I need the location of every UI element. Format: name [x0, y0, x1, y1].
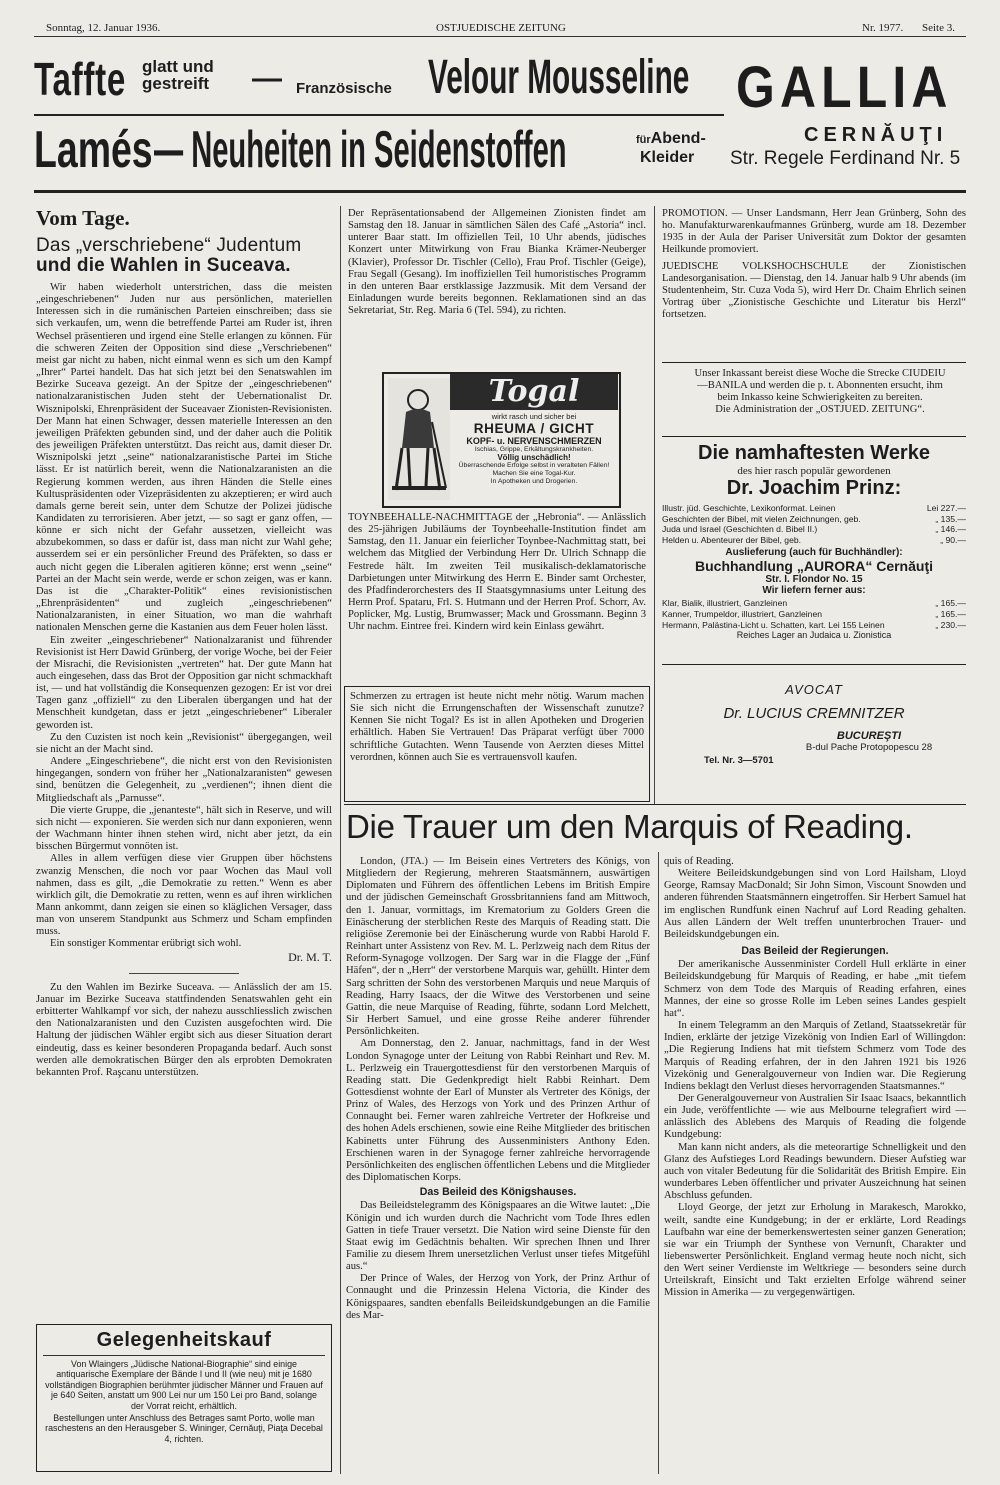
ad-fuer: für — [636, 134, 651, 146]
col3-divider-2 — [662, 436, 966, 437]
header-paper-name: OSTJUEDISCHE ZEITUNG — [436, 22, 566, 34]
togal-line5: Völlig unschädlich! — [497, 453, 571, 462]
togal-line4: Ischias, Grippe, Erkältungskrankheiten. — [474, 446, 594, 453]
togal-advertisement — [382, 372, 621, 508]
header-issue: Nr. 1977. — [862, 22, 904, 34]
togal-brand: Togal — [450, 374, 618, 410]
article-paragraph: Wir haben wiederholt unterstrichen, dass die meisten „eingeschriebenen“ Juden nur aus persönlichen, materiellen Interessen sich in die rumänischen Parteien einschreiben; dass sie sich verkaufen, um, wenn die betreffende Partei am Ruder ist, ihren Wechsel präsentieren und irgend eine Stelle erlangen zu können. Für die schweren Zeiten der Opposition sind diese „Verschriebenen“ meist gar nicht zu haben, nicht einmal wenn es sich um den Kampf „Ihrer“ Partei handelt. Das hat sich jetzt bei den Senatswahlen im Bezirke Suceava gezeigt. An der Spitze der „eingeschriebenen“ nationalzaranistischen Juden steht der Uebernationalist Dr. Wisznipolski, Ehrenpräsident der Suceavaer Zionisten-Revisionisten. Der Mann hat einen Schwager, dessen materielle Interessen an den jeweiligen Präfekten gebunden sind, und der daher auch die Politik des jeweiligen Präfekten unterstützt. Das reicht aus, damit dieser Dr. Wisznipolski jetzt „seine“ nationalzaranistische Partei im Stiche lässt. Er ist natürlich bereit, wenn die Nationalzaranisten an die Regierung kommen werden, aus ihren Händen die Stelle eines Kultuspräsidenten oder Vizepräsidenten zu akzeptieren; er wird auch damals gerne bereit sein, unter dem Schutze der Polizei jüdische Kandidaten zu terrorisieren. Aber jetzt, — so sagt er ganz offen, — könne er sich nicht der Gefahr aussetzen, vielleicht was abzubekommen, so dass er dafür ist, dass man nicht zur Wahl gehe; ausserdem sei er ein persönlicher Freund des Präfekten, so dass er auch nicht gegen die Liberalen agitieren könne; erst wenn „seine“ Partei an der Macht sein werde, werde er schon zeigen, was er kann. Das ist die „Charakter-Politik“ eines revisionistischen „Ehrenpräsidenten“ und zugleich „eingeschriebenen“ Nationalzaranisten, in einer Situation, wo man die wahrhaft nationalen Menschen gerne die Kastanien aus dem Feuer holen lässt. — [36, 282, 332, 634]
trauer-paragraph: London, (JTA.) — Im Beisein eines Vertreters des Königs, von Mitgliedern der Regierung, mehreren Staatsmännern, auswärtigen Diplomaten und Führern des öffentlichen Lebens im British Empire und der jüdischen Gemeinschaft Grossbritanniens fand am Mittwoch, den 1. Januar, vormittags, im Krematorium zu Golders Green die Einäscherung der sterblichen Reste des Marquis of Reading statt. Die religiöse Zeremonie bei der Einäscherung wurde von Rabbi Harold F. Reinhart unter Assistenz von Rev. M. L. Perlzweig nach dem Ritus der Reform-Synagoge vollzogen. Der Sarg war in die Flagge der „Fünf Häfen“, der n „Herr“ der verstorbene Marquis war, gehüllt. Hinter dem Sarg schritten der Sohn des verstorbenen Marquis und neue Marquis of Reading, Harry Isaacs, der die Witwe des Verstorbenen und seine Gattin, die neue Marquise of Reading, führte, sodann Lord Melchett, Sir Herbert Samuel, und eine grosse Reihe anderer führender Persönlichkeiten. — [346, 856, 650, 1038]
lawyer-phone: Tel. Nr. 3—5701 — [704, 755, 774, 766]
book-list — [662, 503, 966, 545]
book-price: „ 90.— — [940, 534, 966, 545]
aurora-name: Buchhandlung „AURORA“ Cernăuţi — [695, 558, 933, 575]
werke-author: Dr. Joachim Prinz: — [726, 477, 902, 499]
column-2 — [348, 208, 646, 317]
trauer-paragraph: Der amerikanische Aussenminister Cordell Hull erklärte in einer Beileidskundgebung für Marquis of Reading, er habe „mit tiefem Schmerz von dem Tode des Marquis of Reading erfahren, eines Mannes, der eine so grosse Rolle im Leben seines Landes gespielt hat“. — [664, 959, 966, 1019]
seated-figure-illustration — [388, 378, 450, 500]
trauer-paragraph: In einem Telegramm an den Marquis of Zetland, Staatssekretär für Indien, erklärte der jetzige Vizekönig von Indien Earl of Willingdon: „Die Regierung Indiens hat mit tiefstem Schmerz vom Tode des Marquis of Reading erfahren, der in den Jahren 1921 bis 1926 Vizekönig und Generalgouverneur von Indien war. Die Regierung Indiens beklagt den Verlust dieses hervorragenden Staatsmannes.“ — [664, 1020, 966, 1092]
header-page: Seite 3. — [922, 22, 955, 34]
gallia-logo: GALLIA — [736, 55, 953, 120]
ad-abend: Abend- — [650, 130, 706, 147]
lawyer-name: Dr. LUCIUS CREMNITZER — [723, 705, 905, 722]
column-2-lower — [348, 512, 646, 634]
header-divider — [34, 36, 966, 37]
ferner-label: Wir liefern ferner aus: — [762, 585, 866, 597]
gelegenheitskauf-order: Bestellungen unter Anschluss des Betrages samt Porto, wolle man raschestens an den Herausgeber S. Wininger, Cernăuţi, Piaţa Decebal 4, richten. — [45, 1413, 323, 1444]
ad-neuheiten-word: — Neuheiten in Seidenstoffen — [154, 121, 567, 179]
vom-tage-heading: Vom Tage. — [36, 206, 130, 230]
book-row — [662, 609, 966, 620]
book-price: „ 135.— — [935, 513, 966, 524]
inkasso-notice — [690, 368, 950, 417]
ad-abendkleider — [636, 130, 706, 166]
ad-rule-mid — [34, 114, 724, 116]
column-divider-3 — [658, 852, 659, 1474]
article-paragraph: Die vierte Gruppe, die „jenanteste“, hält sich in Reserve, und will sich nicht — exponieren. Sie werden sich nur dann exponieren, wenn der Wachmann hinter ihnen stehen wird, nicht aber jetzt, da ein bisschen Bürgermut vonnöten ist. — [36, 804, 332, 853]
header-date: Sonntag, 12. Januar 1936. — [46, 22, 161, 34]
short-divider — [129, 973, 239, 974]
wahlen-paragraph: Zu den Wahlen im Bezirke Suceava. — Anlässlich der am 15. Januar im Bezirke Suceava stattfindenden Senatswahlen geht ein erbitterter Wahlkampf vor sich, der nahezu ausschliesslich zwischen den Nationalzaranisten und den Cuzisten ausgefochten wird. Die Haltung der jüdischen Wähler ergibt sich aus dieser Situation derart eindeutig, dass es keiner besonderen Propaganda bedarf. Auch sonst werden alle demokratischen Bürger den als erprobten Demokraten bekannten Prof. Raşcanu unterstützen. — [36, 981, 332, 1078]
book-list-2 — [662, 598, 966, 630]
lawyer-city: BUCUREŞTI — [836, 730, 902, 742]
trauer-paragraph: Am Donnerstag, den 2. Januar, nachmittags, fand in der West London Synagoge unter der Leitung von Rabbi Reinhart und Rev. M. L. Perlzweig ein Trauergottesdienst für den verstorbenen Marquis of Reading statt. Die Gedenkpredigt hielt Rabbi Reinhart. Dem Gottesdienst wohnte der Earl of Munster als Vertreter des Königs, der Prinz of Wales, des Herzogs von York und des Prinzen Arthur of Connaught bei. Ferner waren zahlreiche Vertreter der Hofkreise und des hohen Adels erschienen, sowie eine Reihe Mitglieder des britischen Kabinetts unter Führung des Aussenministers Anthony Eden. Erschienen waren in der Synagoge ferner zahlreiche hervorragende Persönlichkeiten des englischen öffentlichen Lebens und die Mitglieder des Diplomatischen Korps. — [346, 1038, 650, 1184]
trauer-headline: Die Trauer um den Marquis of Reading. — [346, 808, 913, 845]
column-divider-1 — [340, 206, 341, 1474]
book-price: Lei 227.— — [926, 503, 966, 513]
ad-street: Str. Regele Ferdinand Nr. 5 — [730, 148, 961, 169]
book-row — [662, 620, 966, 631]
column-1 — [36, 206, 332, 1079]
gelegenheitskauf-title: Gelegenheitskauf — [96, 1329, 272, 1351]
book-row — [662, 524, 966, 535]
aurora-address: Str. I. Flondor No. 15 — [765, 574, 863, 586]
article-body — [36, 282, 332, 951]
book-price: „ 230.— — [935, 619, 966, 630]
article-paragraph: Andere „Eingeschriebene“, die nicht erst von den Revisionisten hingegangen, sondern von früher her „Nationalzaranisten“ gewesen sind, benützen die Gelegenheit, zu „verdienen“; ihnen dient die Mitgliedschaft als „Parnusse“. — [36, 756, 332, 804]
werke-title: Die namhaftesten Werke — [698, 442, 930, 464]
ad-kleider: Kleider — [640, 149, 695, 166]
ad-franz: Französische — [296, 80, 392, 97]
avocat-label: AVOCAT — [785, 682, 843, 697]
volkshochschule-paragraph: JUEDISCHE VOLKSHOCHSCHULE der Zionistischen Landesorganisation. — Dienstag, den 14. Januar halb 9 Uhr abends (im Studentenheim, Str. Cuza Voda 5), wird Herr Dr. Chaim Ehrlich seinen Vortrag über „Zionistische Geschichte und Literatur bis Herzl“ fortsetzen. — [662, 260, 966, 321]
ad-lames-word: Lamés — [34, 121, 153, 179]
article-paragraph: Zu den Cuzisten ist noch kein „Revisionist“ übergegangen, weil sie nicht an der Macht sind. — [36, 731, 332, 755]
togal-text — [452, 412, 616, 485]
article-headline-line1: Das „verschriebene“ Judentum — [36, 235, 302, 256]
book-price: „ 165.— — [935, 608, 966, 619]
book-title: Kanner, Trumpeldor, illustriert, Ganzleinen — [662, 608, 823, 619]
lawyer-ad — [662, 682, 966, 766]
prinz-books-ad — [662, 442, 966, 640]
book-title: Geschichten der Bibel, mit vielen Zeichnungen, geb. — [662, 513, 861, 524]
koenigshaus-subheading: Das Beileid des Königshauses. — [419, 1186, 577, 1199]
trauer-right-column — [664, 856, 966, 1300]
trauer-paragraph: Der Generalgouverneur von Australien Sir Isaac Isaacs, bekanntlich ein Jude, veröffentlichte — wie aus Melbourne telegrafiert wird — anlässlich des Ablebens des Marquis of Reading die folgende Kundgebung: — [664, 1092, 966, 1141]
togal-line3: KOPF- u. NERVENSCHMERZEN — [466, 436, 602, 446]
werke-sub: des hier rasch populär gewordenen — [737, 465, 891, 477]
togal-line2: RHEUMA / GICHT — [473, 421, 595, 436]
col3-divider-1 — [662, 362, 966, 363]
togal-line1: wirkt rasch und sicher bei — [491, 412, 577, 421]
ad-divider — [43, 1355, 325, 1356]
ad-taffte-word: Taffte — [34, 53, 127, 105]
article-signature: Dr. M. T. — [288, 949, 332, 964]
togal-line7: In Apotheken und Drogerien. — [490, 478, 578, 485]
book-row — [662, 535, 966, 546]
book-title: Helden u. Abenteurer der Bibel, geb. — [662, 534, 802, 545]
book-row — [662, 514, 966, 525]
article-paragraph: Alles in allem verfügen diese vier Gruppen über höchstens zwanzig Menschen, die noch vor paar Wochen das Maul voll nahmen, dass es gilt, „die Demokratie zu retten.“ Wenn es aber wirklich gilt, die Demokratie zu retten, wenn es auf ihren wirklichen Mann ankommt, dann zeigen sie einen so kläglichen Versager, dass man von unserem Standpunkt aus Schmerz und Scham empfinden muss. — [36, 853, 332, 938]
gallia-advertisement — [34, 44, 966, 194]
column-3 — [662, 208, 966, 321]
ad-city: CERNĂUŢI — [804, 124, 948, 146]
ad-taffte-sub2: gestreift — [142, 74, 210, 93]
gelegenheitskauf-body: Von Wlaingers „Jüdische National-Biographie“ sind einige antiquarische Exemplare der Bände I und II (wie neu) mit je 1680 vollständigen Biographien berühmter jüdischer Männer und Frauen auf je 640 Seiten, anstatt um 900 Lei nur um 150 Lei pro Band, solange der Vorrat reicht, erhältlich. — [45, 1359, 323, 1411]
book-price: „ 165.— — [935, 598, 966, 609]
article-paragraph: Ein sonstiger Kommentar erübrigt sich wohl. — [50, 938, 242, 950]
ad-taffte-sub1: glatt und — [142, 57, 214, 76]
toynbee-paragraph: TOYNBEEHALLE-NACHMITTAGE der „Hebronia“. — Anlässlich des 25-jährigen Jubiläums der Toynbeehalle-Institution findet am Samstag, den 11. Januar ein feierlicher Toynbee-Nachmittag statt, bei welchem das Mitglied der Verbindung Herr Dr. Ulrich Schnapp die Festrede hält. Im zweiten Teil musikalisch-deklamatorische Darbietungen unter Mitwirkung des Herrn E. Binder samt Orchester, des Pfadfinderorchesters des II Staatsgymnasiums unter Leitung des Herrn Prof. Spataru, Frl. S. Hutmann und der Herren Prof. Schorr, Av. Poplicker, Mg. Lustig, Brumwasser; Mack und Grossmann. Beginn 3 Uhr nachm. Eintree frei. Kindern wird kein Einlass gewährt. — [348, 512, 646, 633]
trauer-paragraph: Weitere Beileidskundgebungen sind von Lord Hailsham, Lloyd George, Ramsay MacDonald; Sir John Simon, Viscount Snowden und anderen führenden Staatsmännern eingetroffen. Sir Herbert Samuel hat im englischen Rundfunk einen Nachruf auf Lord Reading gehalten. Aus allen Ländern der Welt treffen ununterbrochen Trauer- und Beileidskundgebungen ein. — [664, 868, 966, 940]
promotion-paragraph: PROMOTION. — Unser Landsmann, Herr Jean Grünberg, Sohn des ho. Manufakturwarenkaufmannes Grünberg, wurde am 18. Dezember 1935 in der Aula der Pariser Universität zum Doktor der gesamten Heilkunde promoviert. — [662, 208, 966, 256]
ad-dash: — — [252, 62, 282, 95]
schmerzen-text: Schmerzen zu ertragen ist heute nicht mehr nötig. Warum machen Sie sich nicht die Errungenschaften der Wissenschaft zunutze? Kennen Sie nicht Togal? Es ist in allen Apotheken und Drogerien erhältlich. Haben Sie Vertrauen! Das Präparat verfügt über 7000 schriftliche Gutachten. Wenn Tausende von Aerzten dieses Mittel verordnen, können auch Sie es vertrauensvoll kaufen. — [350, 691, 644, 763]
article-paragraph: Ein zweiter „eingeschriebener“ Nationalzaranist und führender Revisionist ist Herr Dawid Grünberg, der vorige Woche, bei der Feier der Misrachi, die Revisionisten „vertreten“ hat. Der gute Mann hat auch eingesehen, dass das Brot der Opposition gar nicht schmackhaft ist, — und hat vollständig die Konsequenzen gezogen: Er ist vor drei Tagen ganz „offiziell“ zu den Liberalen übergangen und hat der Menschheit kundgetan, dass er jetzt „eingeschriebener“ Liberaler geworden ist. — [36, 634, 332, 731]
book-price: „ 146.— — [935, 524, 966, 535]
regierungen-subheading: Das Beileid der Regierungen. — [741, 945, 889, 958]
book-title: Juda und Israel (Geschichten d. Bibel II.) — [662, 524, 818, 535]
ad-taffte-sub — [142, 58, 214, 92]
auslieferung: Auslieferung (auch für Buchhändler): — [725, 547, 903, 559]
trauer-paragraph: quis of Reading. — [664, 856, 734, 867]
book-title: Klar, Bialik, illustriert, Ganzleinen — [662, 598, 788, 609]
trauer-top-rule — [344, 804, 966, 805]
book-row — [662, 598, 966, 609]
article-headline — [36, 236, 332, 276]
trauer-left-column — [346, 856, 650, 1322]
book-title: Hermann, Palästina-Licht u. Schatten, kart. Lei 155 Leinen — [662, 619, 885, 630]
trauer-paragraph: Der Prince of Wales, der Herzog von York, der Prinz Arthur of Connaught und die Prinzessin Helena Victoria, die Kinder des Königspaares, sandten ebenfalls Beileidskundgebungen an die Familie des Mar- — [346, 1273, 650, 1321]
judaica-line: Reiches Lager an Judaica u. Zionistica — [736, 630, 892, 641]
trauer-paragraph: Das Beileidstelegramm des Königspaares an die Witwe lautet: „Die Königin und ich wurden durch die Nachricht vom Tode Ihres edlen Gatten in tiefe Trauer versetzt. Die Nation wird seine Dienste für den Staat ewig im Gedächtnis behalten. Wir sprechen Ihnen und Ihrer Familie zu diesem Ihrem unersetzlichen Verlust unser tiefes Mitgefühl aus.“ — [346, 1200, 650, 1273]
article-headline-line2: und die Wahlen in Suceava. — [36, 255, 291, 276]
book-title: Illustr. jüd. Geschichte, Lexikonformat. Leinen — [662, 503, 836, 513]
col3-divider-3 — [662, 664, 966, 665]
trauer-paragraph: Lloyd George, der jetzt zur Erholung in Marakesch, Marokko, weilt, sandte eine Kundgebung; in der er erklärte, Lord Readings Laufbahn war eine der bemerkenswertesten seiner ganzen Generation; sie war ein Triumph der Synthese von Vernunft, Charakter und liebenswerter Persönlichkeit. England vermag heute noch nicht, sich den Wert seiner Verdienste im Weltkriege — besonders seine durch Urteilskraft, Einsicht und Takt erzielten Erfolge während seiner Mission in Amerika — zu vergegenwärtigen. — [664, 1202, 966, 1299]
inkasso-text: Unser Inkassant bereist diese Woche die Strecke CIUDEIU—BANILA und werden die p. t. Abonnenten ersucht, ihm beim Inkasso keine Schwierigkeiten zu bereiten. — [694, 368, 946, 404]
lawyer-address: B-dul Pache Protopopescu 28 — [805, 742, 933, 753]
trauer-paragraph: Man kann nicht anders, als die meteorartige Schnelligkeit und den Glanz des Aufstieges Lord Readings bewundern. Dieser Aufstieg war auch von vitaler Bedeutung für die Solidarität des British Empire. Ein wunderbares Leben öffentlicher und privater Auszeichnung hat seinen Abschluss gefunden. — [664, 1141, 966, 1202]
repr-abend-paragraph: Der Repräsentationsabend der Allgemeinen Zionisten findet am Samstag den 18. Januar in sämtlichen Sälen des Café „Astoria“ incl. unterer Baar statt. Im offiziellen Teil, 10 Uhr abends, jüdisches Konzert unter Mitwirkung von Frau Bianka Krämer-Neuberger (Klavier), Professor Dr. Tischler (Cello), Frau Prof. Tischler (Geige), Frau Segall (Gesang). Im inoffiziellen Teil humoristisches Programm in den unteren Baar erstklassige Jazzmusik. Mit dem Versand der Einladungen wurde bereits begonnen. Reklamationen sind an das Sekretariat, Str. Reg. Maria 6 (Tel. 594), zu richten. — [348, 208, 646, 317]
ad-gallia — [736, 54, 988, 121]
book-row — [662, 503, 966, 514]
ad-rule-bottom — [34, 190, 966, 193]
gelegenheitskauf-ad — [36, 1324, 332, 1472]
ad-velour-word: Velour Mousseline — [428, 51, 690, 104]
column-divider-2 — [654, 206, 655, 804]
schmerzen-ad — [344, 686, 650, 802]
inkasso-signature: Die Administration der „OSTJUED. ZEITUNG“. — [715, 404, 925, 416]
togal-line6: Überraschende Erfolge selbst in veralteten Fällen! Machen Sie eine Togal-Kur. — [458, 462, 610, 477]
